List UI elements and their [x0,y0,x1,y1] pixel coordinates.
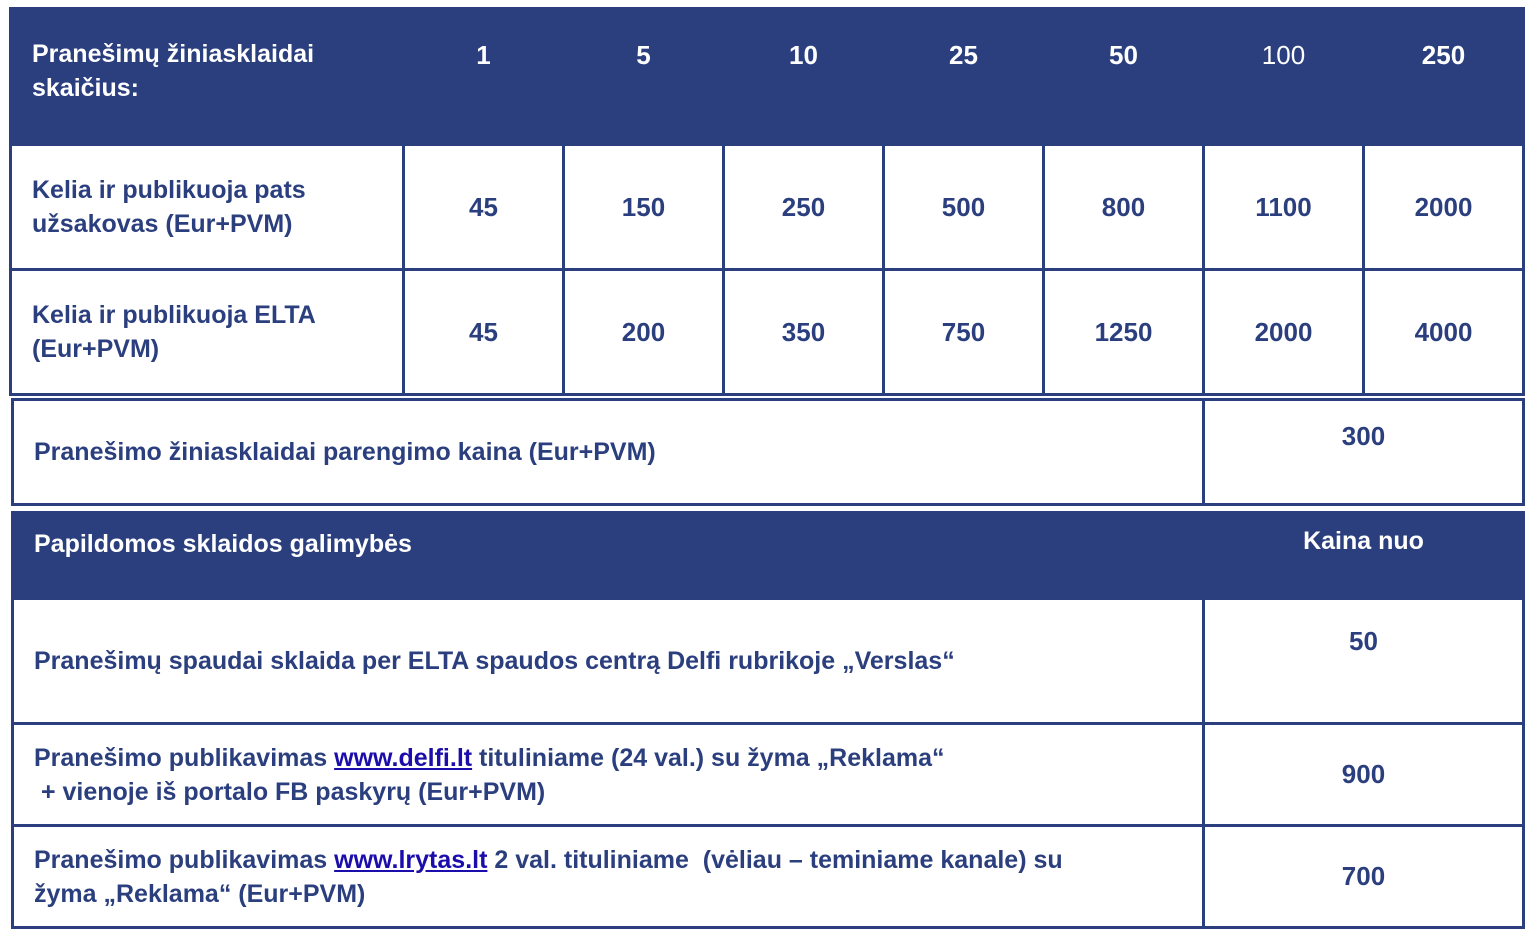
price-cell: 350 [724,270,884,395]
distribution-header-label: Papildomos sklaidos galimybės [13,513,1204,599]
price-cell: 500 [884,145,1044,270]
price-from-header: Kaina nuo [1204,513,1524,599]
quantity-header-1: 1 [404,9,564,145]
distribution-option-label [13,724,1204,826]
distribution-option-price: 900 [1204,724,1524,826]
table-row [13,724,1524,826]
quantity-header-25: 25 [884,9,1044,145]
table-header-row [13,513,1524,599]
distribution-option-label: Pranešimų spaudai sklaida per ELTA spaudos centrą Delfi rubrikoje „Verslas“ [13,599,1204,724]
preparation-price-label: Pranešimo žiniasklaidai parengimo kaina (Eur+PVM) [13,400,1204,505]
quantity-header-100: 100 [1204,9,1364,145]
table-row [11,270,1524,395]
price-cell: 2000 [1204,270,1364,395]
row-label: Kelia ir publikuoja pats užsakovas (Eur+PVM) [11,145,404,270]
delfi-link[interactable]: www.delfi.lt [334,743,473,772]
quantity-header-250: 250 [1364,9,1524,145]
price-cell: 4000 [1364,270,1524,395]
table-row [13,826,1524,928]
press-release-quantity-table [9,7,1525,396]
option-text: Pranešimo publikavimas [34,743,335,772]
option-text: 2 val. tituliniame (vėliau – teminiame kanale) su [487,845,1063,874]
distribution-option-label [13,826,1204,928]
price-cell: 45 [404,145,564,270]
price-cell: 45 [404,270,564,395]
table-row [11,145,1524,270]
distribution-option-price: 700 [1204,826,1524,928]
distribution-option-price: 50 [1204,599,1524,724]
price-cell: 1250 [1044,270,1204,395]
option-text: tituliniame (24 val.) su žyma „Reklama“ [472,743,945,772]
price-cell: 1100 [1204,145,1364,270]
quantity-header-50: 50 [1044,9,1204,145]
preparation-price-value: 300 [1204,400,1524,505]
price-cell: 200 [564,270,724,395]
price-cell: 750 [884,270,1044,395]
table-row [13,599,1524,724]
price-cell: 2000 [1364,145,1524,270]
option-text: žyma „Reklama“ (Eur+PVM) [34,879,366,908]
quantity-header-10: 10 [724,9,884,145]
quantity-header-label: Pranešimų žiniasklaidai skaičius: [11,9,404,145]
table-row [13,400,1524,505]
option-text: Pranešimo publikavimas [34,845,335,874]
quantity-header-5: 5 [564,9,724,145]
lrytas-link[interactable]: www.lrytas.lt [334,845,488,874]
price-cell: 250 [724,145,884,270]
option-text: + vienoje iš portalo FB paskyrų (Eur+PVM) [34,777,546,806]
additional-distribution-table [11,511,1525,929]
preparation-price-table [11,398,1525,506]
price-cell: 800 [1044,145,1204,270]
table-header-row [11,9,1524,145]
row-label: Kelia ir publikuoja ELTA (Eur+PVM) [11,270,404,395]
price-cell: 150 [564,145,724,270]
